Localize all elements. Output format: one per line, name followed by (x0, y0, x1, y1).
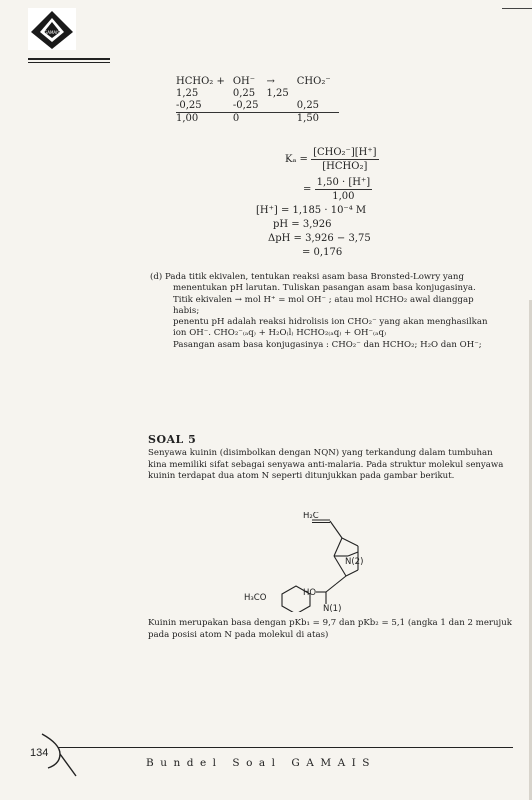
page-number: 134 (30, 747, 49, 759)
n1-label: N(1) (323, 604, 342, 612)
methoxy-label: H₃CO (244, 593, 267, 603)
ka-fraction-substituted: $\frac{1,50 \cdot [H^+]}{1,00}$ (316, 177, 371, 202)
h-concentration-line: [H⁺] = 1,185 · 10⁻⁴ M (256, 205, 367, 216)
footer-title: Bundel Soal GAMAIS (146, 757, 376, 769)
table-row: -0,25 -0,25 0,25 (176, 100, 320, 111)
corner-mark (502, 0, 532, 9)
quinine-structure (230, 512, 380, 612)
footer-rule (58, 747, 513, 748)
ka-expression: Kₐ = $\frac{\text{[CHO₂⁻][H⁺]}}{\text{[HCHO₂]}}$ = $\frac{1,50 \cdot [H^+]}{1,00}$ (285, 147, 377, 202)
part-d-question: (d) Pada titik ekivalen, tentukan reaksi asam basa Bronsted-Lowry yang (150, 272, 464, 282)
reaction-table (176, 76, 339, 125)
delta-ph-result: = 0,176 (302, 247, 343, 258)
ph-line: pH = 3,926 (273, 219, 332, 230)
table-row: HCHO₂ + OH⁻ → CHO₂⁻ (176, 76, 331, 87)
gamais-logo (28, 8, 76, 50)
n2-label: N(2) (345, 557, 364, 567)
closing-paragraph: Kuinin merupakan basa dengan pKb₁ = 9,7 dan pKb₂ = 5,1 (angka 1 dan 2 merujuk pada posisi atom N pada molekul di atas) (148, 618, 512, 640)
part-d-question-cont: menentukan pH larutan. Tuliskan pasangan asam basa konjugasinya. (173, 283, 476, 294)
logo-text: GAMAIS (44, 30, 60, 35)
header-rule (28, 58, 110, 60)
part-d-section: (d) Pada titik ekivalen, tentukan reaksi asam basa Bronsted-Lowry yang menentukan pH larutan. Tuliskan pasangan asam basa konjugasinya. Titik ekivalen → mol H⁺ = mol OH⁻ ; atau mol HCHO₂ awal dianggap habis; penentu pH adalah reaksi hidrolisis ion CHO₂⁻ yang akan menghasilkan ion OH⁻. CHO₂⁻₍ₐq₎ + H₂O₍l₎ HCHO₂₍ₐq₎ + OH⁻₍ₐq₎ Pasangan asam basa konjugasinya : CHO₂⁻ dan HCHO₂; H₂O dan OH⁻; (150, 272, 510, 351)
table-row: 1,00 0 1,50 (176, 113, 339, 126)
table-row: 1,25 0,25 1,25 (176, 88, 289, 99)
delta-ph-line: ΔpH = 3,926 − 3,75 (268, 233, 371, 244)
section-title: SOAL 5 (148, 433, 197, 446)
hydroxyl-label: HO (303, 588, 317, 598)
vinyl-label: H₂C (303, 512, 319, 521)
section-body: Senyawa kuinin (disimbolkan dengan NQN) yang terkandung dalam tumbuhan kina memiliki sifat sebagai senyawa anti-malaria. Pada struktur molekul senyawa kuinin terdapat dua atom N seperti ditunjukkan pada gambar berikut. (148, 448, 504, 482)
header-rule-thin (28, 62, 110, 63)
ka-fraction: $\frac{\text{[CHO₂⁻][H⁺]}}{\text{[HCHO₂]}}$ (313, 147, 377, 172)
